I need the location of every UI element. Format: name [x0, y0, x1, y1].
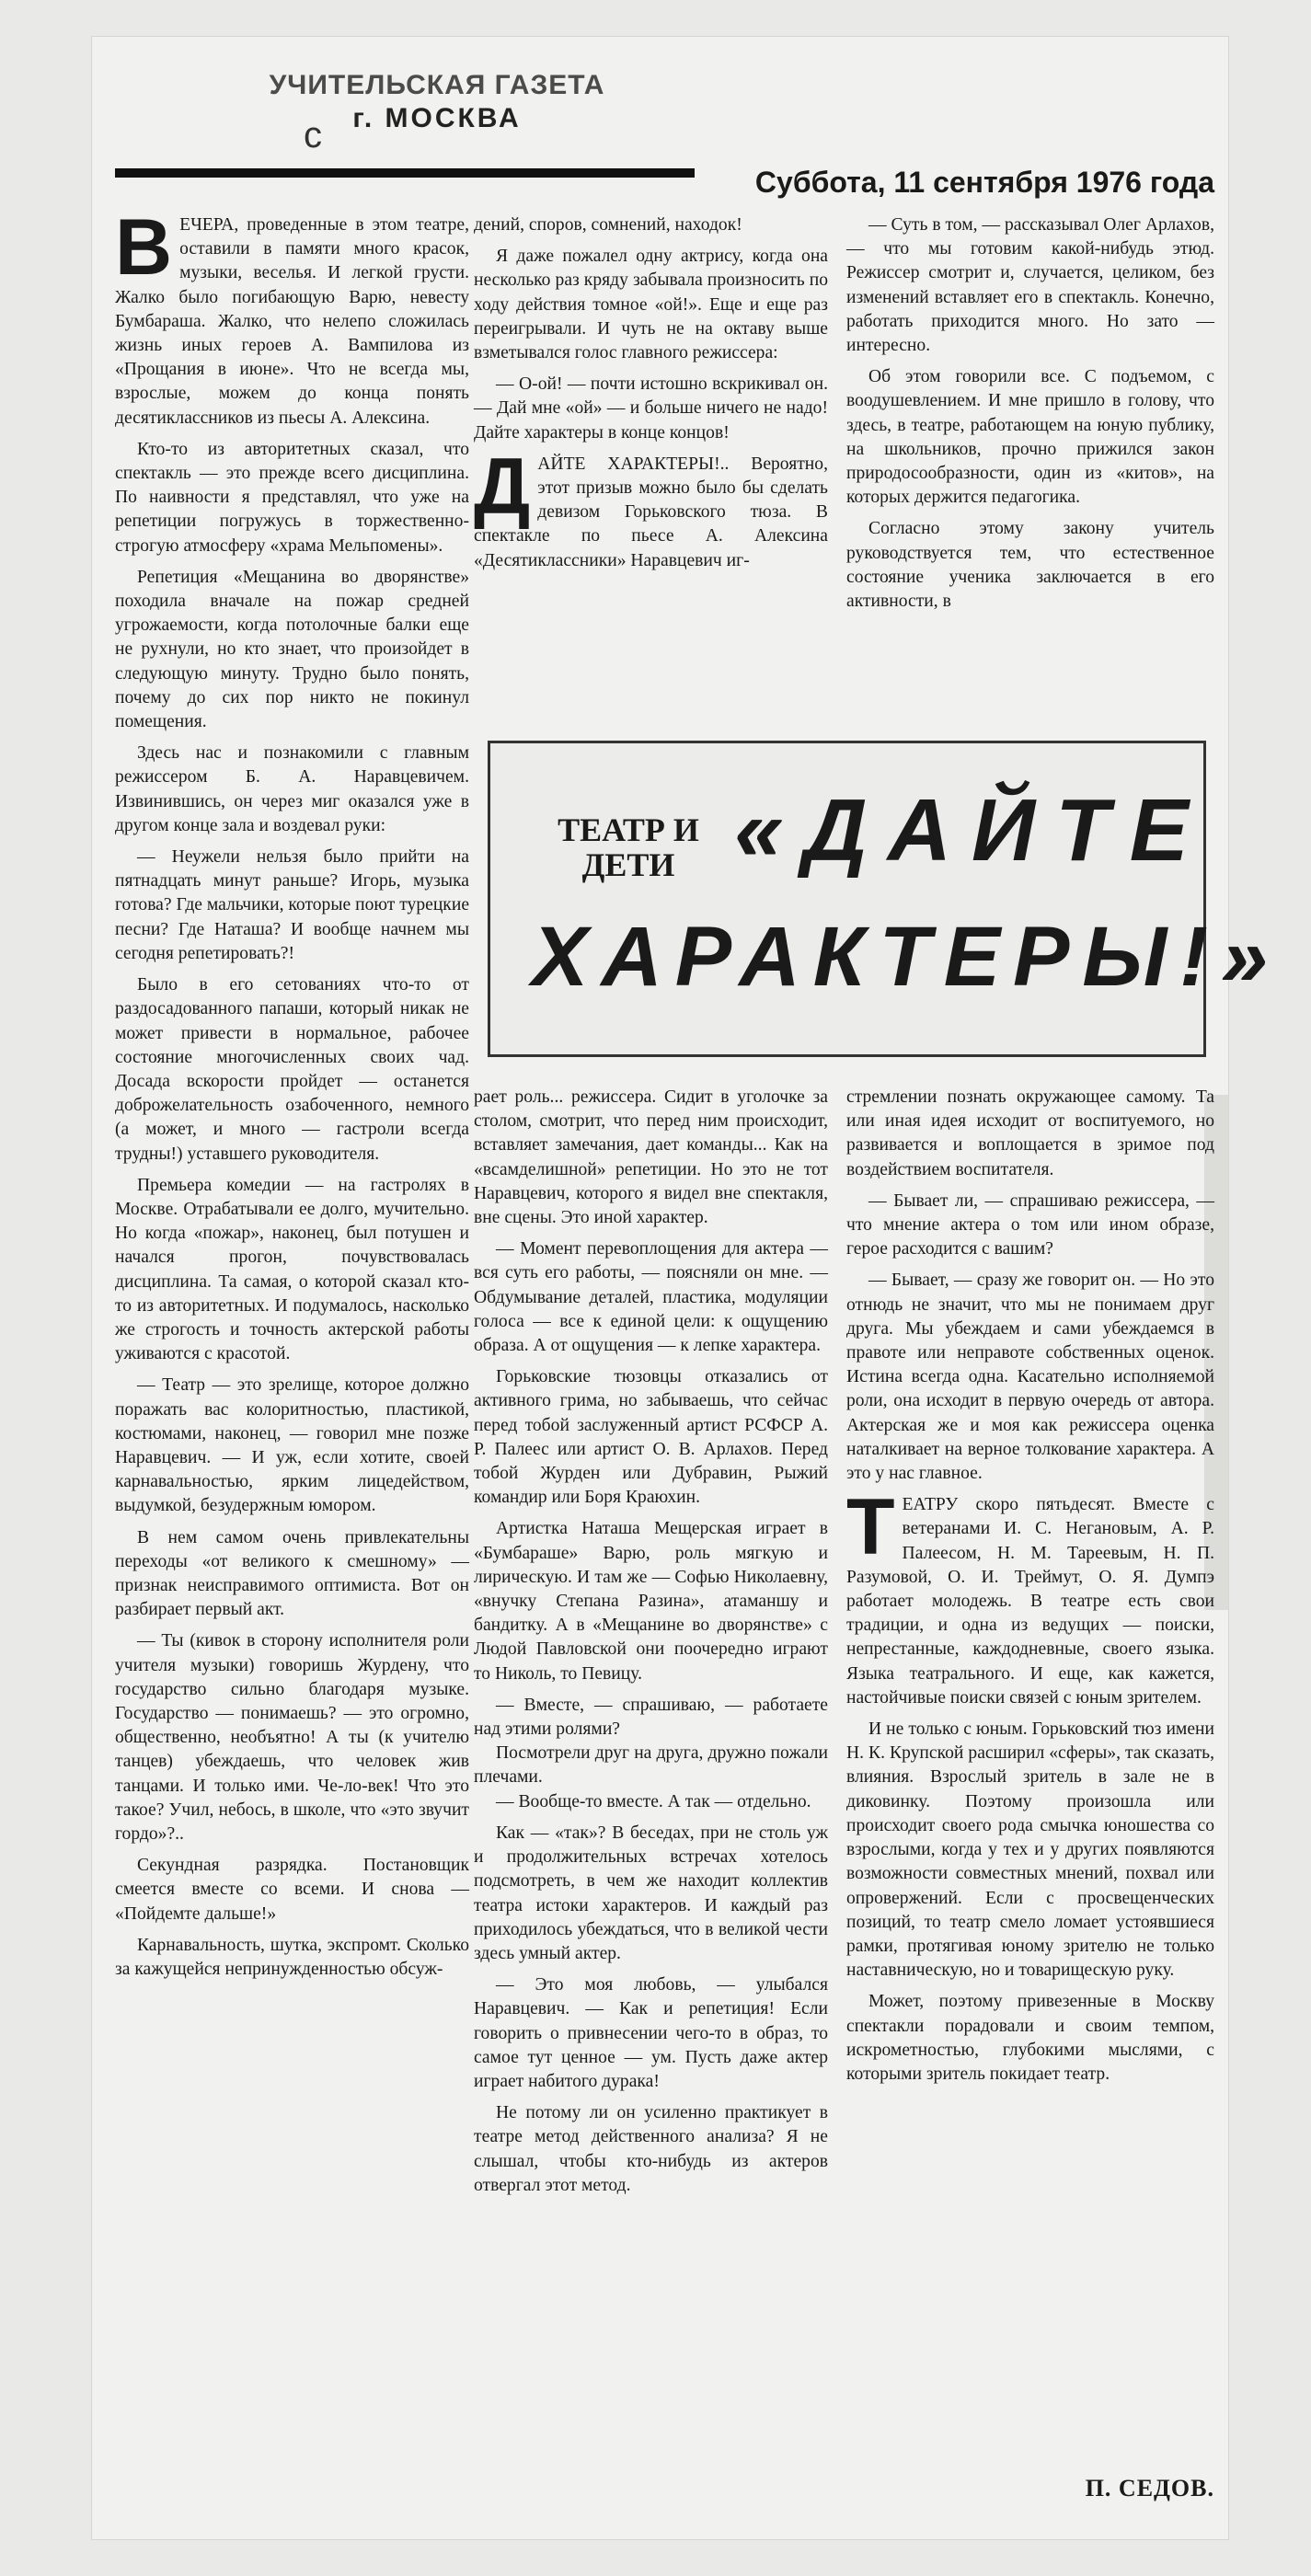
paragraph: Здесь нас и познакомили с главным режиссером Б. А. Наравцевичем. Извинившись, он через миг оказался уже в другом конце зала и воздевал руки: [115, 743, 469, 835]
paragraph: — О-ой! — почти истошно вскрикивал он. — Дай мне «ой» — и больше ничего не надо! Дайте характеры в конце концов! [474, 374, 828, 443]
handwritten-checkmark-icon: ᴄ [304, 115, 322, 155]
paragraph: Кто-то из авторитетных сказал, что спектакль — это прежде всего дисциплина. По наивности я представлял, что уже на репетиции погружусь в торжественно-строгую атмосферу «храма Мельпомены». [115, 439, 469, 556]
paragraph: Репетиция «Мещанина во дворянстве» походила вначале на пожар средней угрожаемости, когда потолочные балки еще не рухнули, но кто знает, что произойдет в следующую минуту. Трудно было понять, почему до сих пор никто не покинул помещения. [115, 567, 469, 732]
drop-cap: Т [846, 1483, 895, 1572]
paragraph: ТЕАТРУ скоро пятьдесят. Вместе с ветеранами И. С. Негановым, А. Р. Палеесом, Н. М. Тареевым, Н. П. Разумовой, О. И. Треймут, О. Я. Думпэ работает молодежь. В театре есть свои традиции, и одна из ведущих — поиски, непрестанные, каждодневные, своего языка. Языка театрального. И еще, как кажется, настойчивые поиски связей с юным зрителем. [846, 1483, 1214, 1708]
drop-cap: Д [474, 442, 531, 531]
article-column-3-bottom [846, 1086, 1214, 2087]
paragraph: Я даже пожалел одну актрису, когда она несколько раз кряду забывала произносить по ходу действия томное «ой!». Еще и еще раз переигрывали. И чуть не на октаву выше взметывался голос главного режиссера: [474, 247, 828, 363]
article-column-2-bottom [474, 1086, 828, 2198]
headline-line-2: ХАРАКТЕРЫ!» [532, 910, 1282, 1004]
paragraph: Карнавальность, шутка, экспромт. Сколько за кажущейся непринужденностью обсуж- [115, 1935, 469, 1980]
author-signature: П. СЕДОВ. [1085, 2475, 1214, 2501]
paragraph: стремлении познать окружающее самому. Та или иная идея исходит от воспитуемого, но развивается и воплощается в зримое под воздействием воспитателя. [846, 1087, 1214, 1179]
stamp-title: УЧИТЕЛЬСКАЯ ГАЗЕТА [269, 70, 605, 100]
paragraph: Посмотрели друг на друга, дружно пожали плечами. [474, 1743, 828, 1788]
paragraph: Премьера комедии — на гастролях в Москве. Отрабатывали ее долго, мучительно. Но когда «пожар», наконец, был потушен и начался прогон, почувствовалась дисциплина. Та самая, о которой сказал кто-то из авторитетных. И подумалось, насколько же строгость и точность актерской работы уживаются с красотой. [115, 1175, 469, 1364]
paragraph: Об этом говорили все. С подъемом, с воодушевлением. И мне пришло в голову, что здесь, в театре, работающем на юную публику, на школьников, прочно прижился закон природосообразности, один из «китов», на которых держится педагогика. [846, 367, 1214, 508]
paragraph: — Момент перевоплощения для актера — вся суть его работы, — поясняли он мне. — Обдумывание деталей, пластика, модуляции голоса — все к единой цели: к ощущению образа. А от ощущения — к лепке характера. [474, 1239, 828, 1356]
paragraph: — Это моя любовь, — улыбался Наравцевич. — Как и репетиция! Если говорить о привнесении чего-то в образ, то самое тут ценное — ум. Пусть даже актер играет набитого дурака! [474, 1975, 828, 2091]
paragraph: Было в его сетованиях что-то от раздосадованного папаши, который никак не может привести в нормальное, рабочее состояние многочисленных своих чад. Досада вскорости пройдет — останется доброжелательность озабоченного, немного (а может, и много — гастроли всегда трудны!) уставшего руководителя. [115, 975, 469, 1164]
paragraph: — Бывает ли, — спрашиваю режиссера, — что мнение актера о том или ином образе, герое расходится с вашим? [846, 1190, 1214, 1259]
article-column-1 [115, 203, 470, 1982]
paragraph: — Вместе, — спрашиваю, — работаете над этими ролями? [474, 1695, 828, 1740]
paragraph: Как — «так»? В беседах, при не столь уж и продолжительных встречах хотелось подсмотреть, в чем же находит коллектив театра истоки характеров. И каждый раз приходилось убеждаться, что в великой чести здесь умный актер. [474, 1823, 828, 1963]
masthead-rule [115, 168, 695, 178]
paragraph: рает роль... режиссера. Сидит в уголочке за столом, смотрит, что перед ним происходит, вставляет замечания, дает команды... Как на «всамделишной» репетиции. Но это не тот Наравцевич, которого я видел вне спектакля, вне сцены. Это иной характер. [474, 1087, 828, 1228]
drop-cap: В [115, 203, 173, 292]
paragraph: — Театр — это зрелище, которое должно поражать вас колоритностью, пластикой, костюмами, наконец, — говорил мне позже Наравцевич. — И уж, если хотите, своей карнавальностью, ярким лицедейством, выдумкой, безудержным юмором. [115, 1375, 469, 1516]
stamp-city: г. МОСКВА [352, 103, 522, 133]
paragraph: — Бывает, — сразу же говорит он. — Но это отнюдь не значит, что мы не понимаем друг друга. Мы убеждаем и сами убеждаемся в правоте или неправоте собственных оценок. Истина всегда одна. Касательно исполняемой роли, она исходит в первую очередь от автора. Актерская же и моя как режиссера оценка наталкивает на верное толкование характера. А это у нас главное. [846, 1271, 1214, 1484]
paragraph: ВЕЧЕРА, проведенные в этом театре, оставили в памяти много красок, музыки, веселья. И легкой грусти. Жалко было погибающую Варю, невесту Бумбараша. Жалко, что нелепо сложилась жизнь иных героев А. Вампилова из «Прощания в июне». Что не всегда мы, взрослые, можем до конца понять десятиклассников из пьесы А. Алексина. [115, 203, 469, 428]
headline-box [488, 741, 1282, 1057]
paragraph: — Вообще-то вместе. А так — отдельно. [496, 1791, 811, 1811]
paragraph: — Неужели нельзя было прийти на пятнадцать минут раньше? Игорь, музыка готова? Где мальчики, которые поют турецкие песни? Где Наташа? И вообще начнем мы сегодня репетировать?! [115, 847, 470, 963]
paragraph: дений, споров, сомнений, находок! [474, 215, 742, 235]
paragraph: И не только с юным. Горьковский тюз имени Н. К. Крупской расширил «сферы», так сказать, влияния. Взрослый зритель в зале не в диковинку. Поэтому произошла или происходит своего рода смычка юношества со взрослыми, когда у тех и у других появляются возможности совместных мнений, похвал или опровержений. Если с просвещенческих позиций, то театр смело ломает устоявшиеся рамки, протягивая юному зрителю не только наставническую, но и товарищескую руку. [846, 1719, 1214, 1981]
paragraph: — Суть в том, — рассказывал Олег Арлахов, — что мы готовим какой-нибудь этюд. Режиссер смотрит и, случается, целиком, без изменений вставляет его в спектакль. Конечно, работать приходится много. Но зато — интересно. [846, 215, 1214, 356]
paragraph: В нем самом очень привлекательны переходы «от великого к смешному» — признак неисправимого оптимиста. Вот он разбирает первый акт. [115, 1527, 469, 1620]
article-column-2-top [474, 213, 828, 573]
headline-line-1: «ДАЙТЕ [734, 781, 1209, 880]
article-column-3-top [846, 213, 1214, 614]
paragraph: ДАЙТЕ ХАРАКТЕРЫ!.. Вероятно, этот призыв можно было бы сделать девизом Горьковского тюза. В спектакле по пьесе А. Алексина «Десятиклассники» Наравцевич иг- [474, 442, 828, 570]
issue-date: Суббота, 11 сентября 1976 года [754, 166, 1214, 199]
paragraph: Горьковские тюзовцы отказались от активного грима, но забываешь, что сейчас перед тобой заслуженный артист РСФСР А. Р. Палеес или артист О. В. Арлахов. Перед тобой Журден или Дубравин, Рыжий командир или Боря Краюхин. [474, 1367, 828, 1508]
paragraph: Секундная разрядка. Постановщик смеется вместе со всеми. И снова — «Пойдемте дальше!» [115, 1856, 469, 1924]
paragraph: Может, поэтому привезенные в Москву спектакли порадовали и своим темпом, искрометностью, глубокими мыслями, с которыми зритель покидает театр. [846, 1992, 1214, 2084]
rubric-label: ТЕАТР И ДЕТИ [558, 811, 699, 883]
newspaper-stamp [216, 37, 658, 166]
paragraph: Согласно этому закону учитель руководствуется тем, что естественное состояние ученика заключается в его активности, в [846, 519, 1214, 612]
paragraph: Артистка Наташа Мещерская играет в «Бумбараше» Варю, роль мягкую и лирическую. И там же — Софью Николаевну, «внучку Степана Разина», атаманшу и бандитку. А в «Мещанине во дворянстве» с Людой Павловской они поочередно играют то Николь, то Певицу. [474, 1519, 828, 1684]
paragraph: Не потому ли он усиленно практикует в театре метод действенного анализа? Я не слышал, чтобы кто-нибудь из актеров отвергал этот метод. [474, 2103, 828, 2195]
paragraph: — Ты (кивок в сторону исполнителя роли учителя музыки) говоришь Журдену, что государство сильно благодаря музыке. Государство — понимаешь? — это огромно, общественно, необъятно! А ты (к учителю танцев) убеждаешь, что человек жив танцами. И только ими. Че-ло-век! Что это такое? Учил, небось, в школе, что «это звучит гордо»?.. [115, 1631, 469, 1844]
